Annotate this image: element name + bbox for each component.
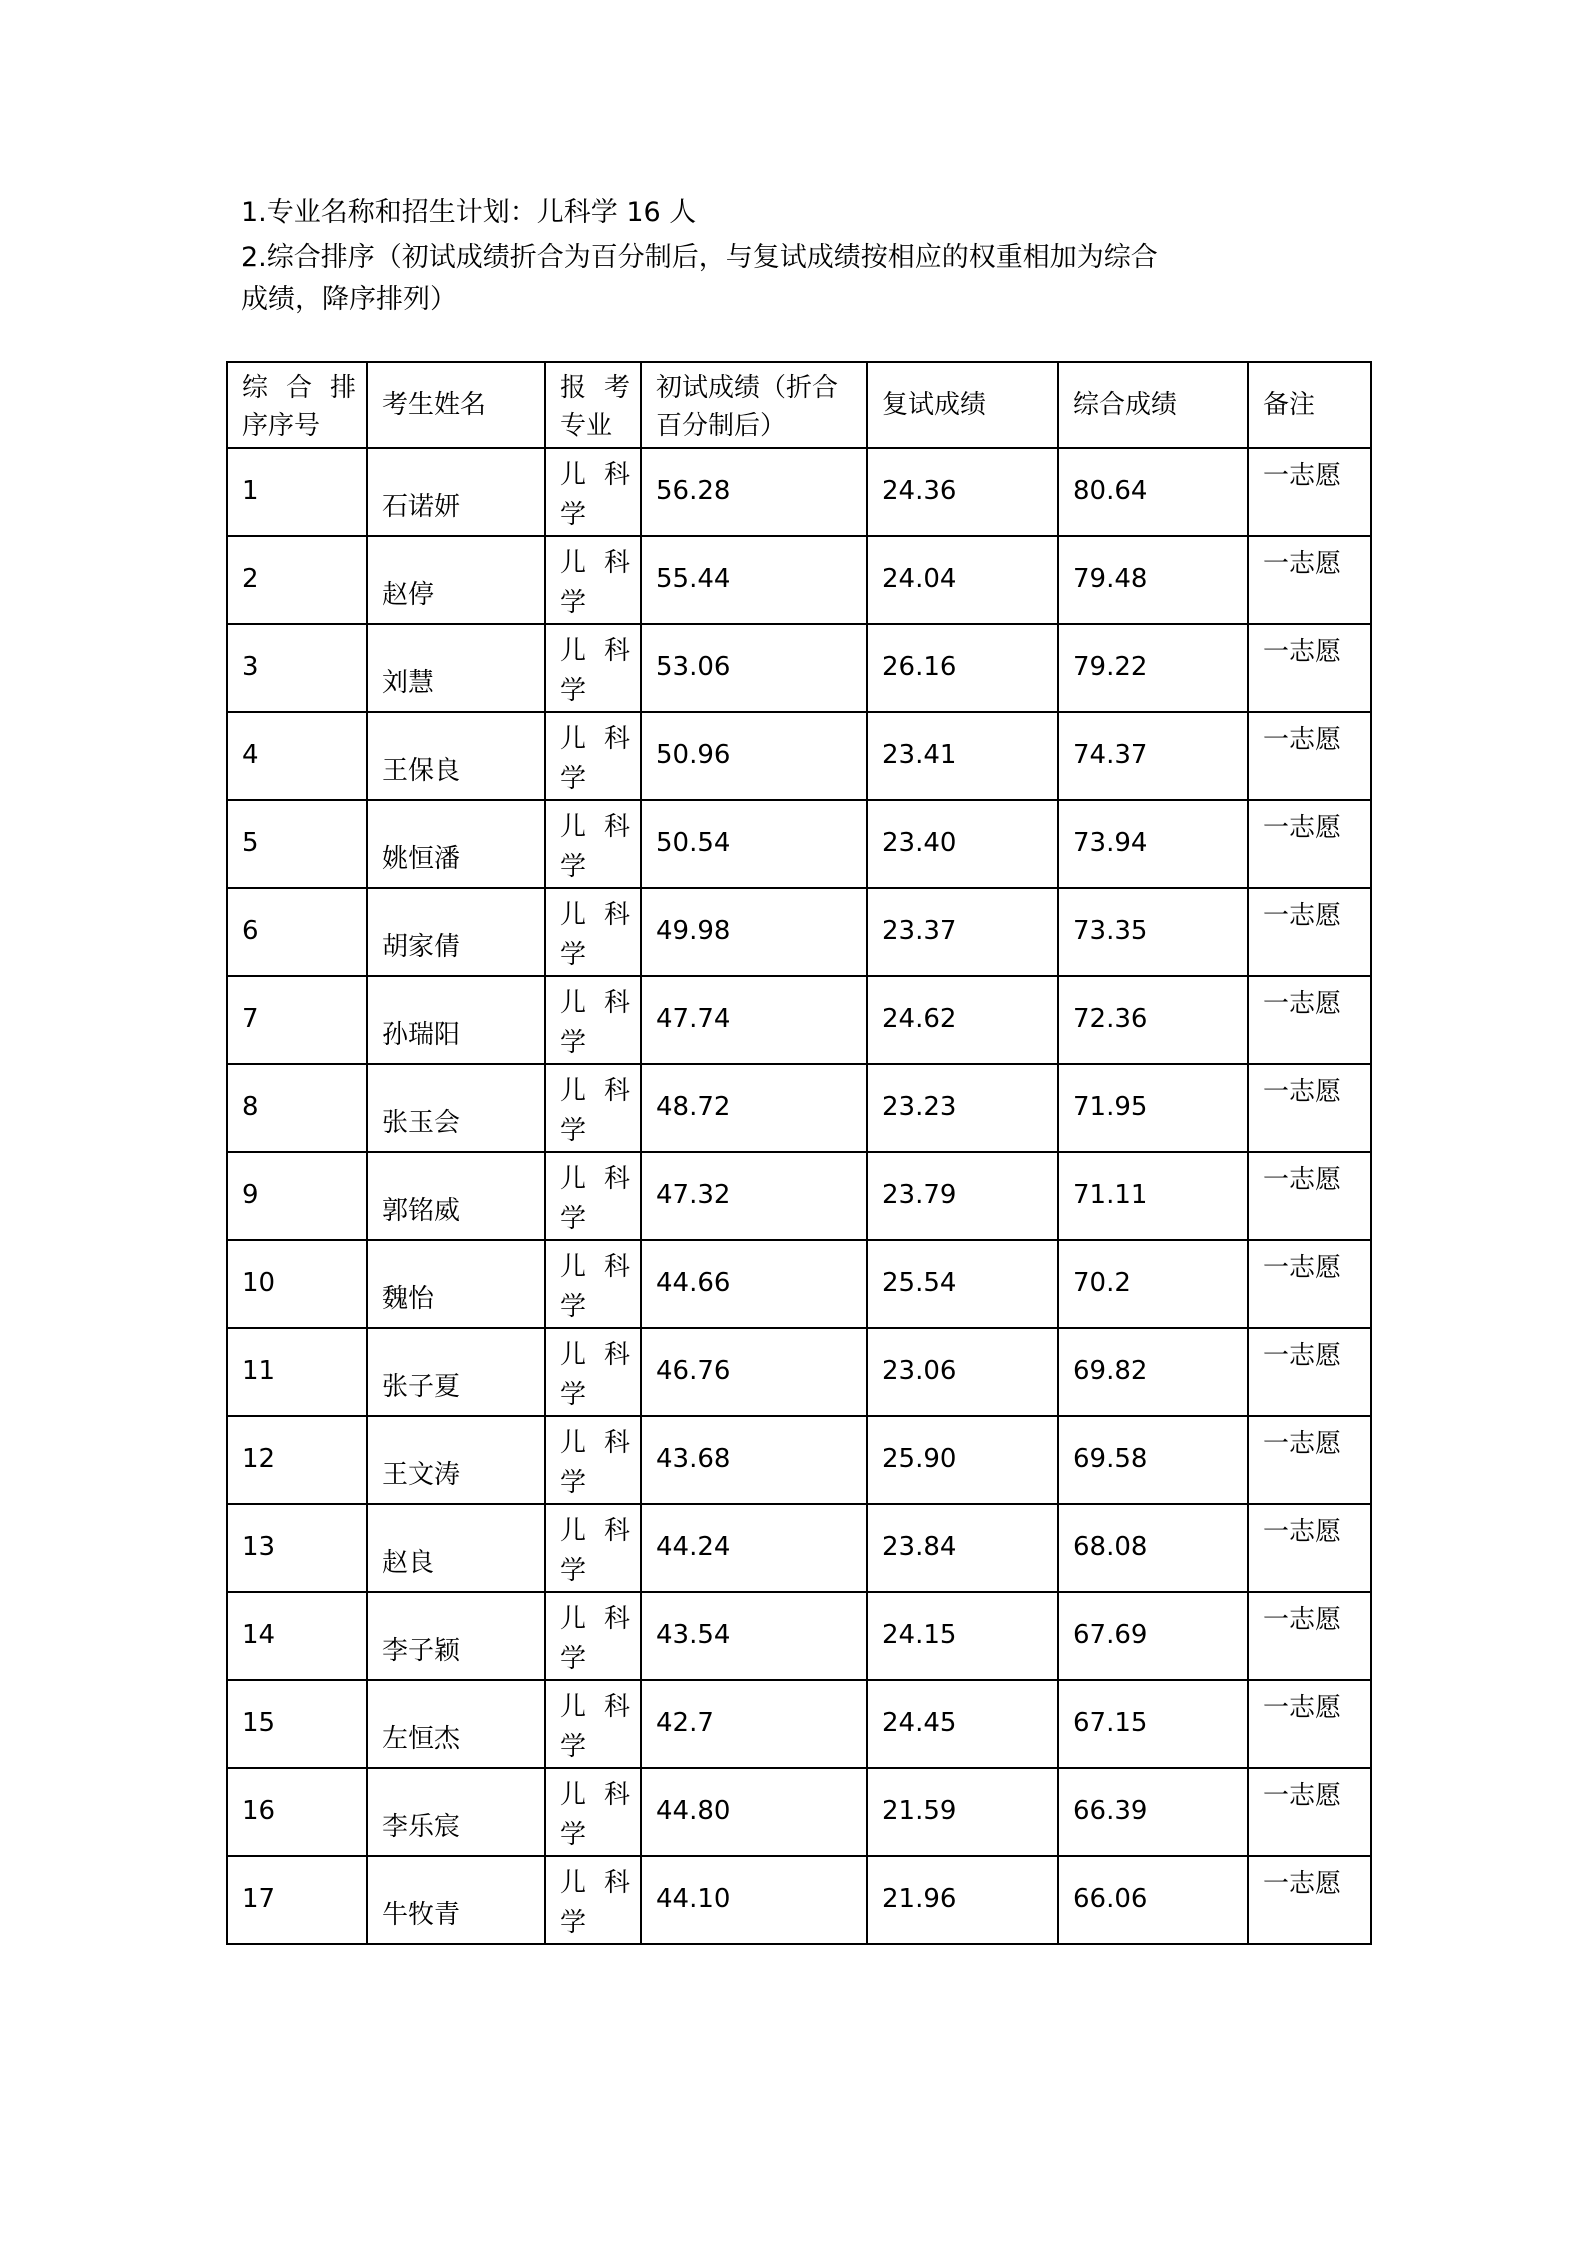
- cell-major-line2: 学: [560, 1820, 587, 1850]
- cell-major-line1: 儿 科: [560, 636, 630, 666]
- cell-major: [545, 624, 641, 712]
- table-header-row: [227, 362, 1371, 448]
- cell-rank: 17: [227, 1856, 367, 1944]
- cell-remark: 一志愿: [1248, 1328, 1371, 1416]
- cell-name: 张玉会: [367, 1064, 545, 1152]
- table-row: [227, 1856, 1371, 1944]
- cell-retest-score: 24.15: [867, 1592, 1058, 1680]
- cell-initial-score: 47.74: [641, 976, 867, 1064]
- header-major: [545, 362, 641, 448]
- cell-major-line2: 学: [560, 1556, 587, 1586]
- cell-remark: 一志愿: [1248, 1416, 1371, 1504]
- cell-retest-score: 23.37: [867, 888, 1058, 976]
- cell-initial-score: 48.72: [641, 1064, 867, 1152]
- cell-remark: 一志愿: [1248, 1856, 1371, 1944]
- enrollment-plan-text: 1.专业名称和招生计划：儿科学 16 人: [241, 197, 697, 228]
- cell-major-line1: 儿 科: [560, 1780, 630, 1810]
- header-major-line1: 报 考: [560, 373, 630, 403]
- cell-rank: 3: [227, 624, 367, 712]
- table-row: [227, 1504, 1371, 1592]
- cell-major-line1: 儿 科: [560, 1692, 630, 1722]
- table-row: [227, 976, 1371, 1064]
- cell-major: [545, 800, 641, 888]
- cell-major-line1: 儿 科: [560, 1516, 630, 1546]
- cell-remark: 一志愿: [1248, 800, 1371, 888]
- cell-major-line1: 儿 科: [560, 1340, 630, 1370]
- cell-remark: 一志愿: [1248, 1240, 1371, 1328]
- table-row: [227, 1680, 1371, 1768]
- header-major-line2: 专业: [560, 411, 613, 441]
- table-row: [227, 1768, 1371, 1856]
- table-row: [227, 624, 1371, 712]
- score-ranking-table: [226, 361, 1372, 1945]
- cell-rank: 6: [227, 888, 367, 976]
- cell-major-line1: 儿 科: [560, 1164, 630, 1194]
- cell-major: [545, 1328, 641, 1416]
- cell-retest-score: 21.96: [867, 1856, 1058, 1944]
- cell-major: [545, 1064, 641, 1152]
- cell-total-score: 67.69: [1058, 1592, 1248, 1680]
- cell-major: [545, 1680, 641, 1768]
- table-body: [227, 448, 1371, 1944]
- cell-major-line2: 学: [560, 1292, 587, 1322]
- cell-retest-score: 24.36: [867, 448, 1058, 536]
- cell-major: [545, 1592, 641, 1680]
- cell-major-line1: 儿 科: [560, 988, 630, 1018]
- cell-total-score: 74.37: [1058, 712, 1248, 800]
- cell-total-score: 67.15: [1058, 1680, 1248, 1768]
- header-remark: 备注: [1248, 362, 1371, 448]
- table-row: [227, 1152, 1371, 1240]
- cell-name: 李乐宸: [367, 1768, 545, 1856]
- cell-rank: 11: [227, 1328, 367, 1416]
- cell-total-score: 73.94: [1058, 800, 1248, 888]
- cell-name: 李子颖: [367, 1592, 545, 1680]
- cell-rank: 9: [227, 1152, 367, 1240]
- cell-initial-score: 42.7: [641, 1680, 867, 1768]
- cell-retest-score: 21.59: [867, 1768, 1058, 1856]
- cell-retest-score: 23.41: [867, 712, 1058, 800]
- cell-major-line1: 儿 科: [560, 812, 630, 842]
- cell-retest-score: 24.04: [867, 536, 1058, 624]
- cell-remark: 一志愿: [1248, 448, 1371, 536]
- cell-initial-score: 50.96: [641, 712, 867, 800]
- cell-initial-score: 47.32: [641, 1152, 867, 1240]
- cell-name: 石诺妍: [367, 448, 545, 536]
- cell-major-line2: 学: [560, 588, 587, 618]
- cell-major: [545, 1240, 641, 1328]
- cell-name: 郭铭威: [367, 1152, 545, 1240]
- cell-major: [545, 976, 641, 1064]
- cell-major-line2: 学: [560, 764, 587, 794]
- header-retest-score: 复试成绩: [867, 362, 1058, 448]
- cell-major-line1: 儿 科: [560, 1428, 630, 1458]
- header-rank-line2: 序序号: [242, 411, 321, 441]
- cell-total-score: 72.36: [1058, 976, 1248, 1064]
- cell-major-line1: 儿 科: [560, 1868, 630, 1898]
- cell-name: 孙瑞阳: [367, 976, 545, 1064]
- intro-section: [241, 192, 1241, 321]
- cell-name: 刘慧: [367, 624, 545, 712]
- cell-rank: 12: [227, 1416, 367, 1504]
- table-row: [227, 1240, 1371, 1328]
- cell-retest-score: 25.90: [867, 1416, 1058, 1504]
- cell-rank: 10: [227, 1240, 367, 1328]
- cell-major-line2: 学: [560, 676, 587, 706]
- cell-retest-score: 23.84: [867, 1504, 1058, 1592]
- cell-major-line2: 学: [560, 1028, 587, 1058]
- cell-total-score: 71.95: [1058, 1064, 1248, 1152]
- cell-rank: 13: [227, 1504, 367, 1592]
- cell-retest-score: 25.54: [867, 1240, 1058, 1328]
- cell-total-score: 69.58: [1058, 1416, 1248, 1504]
- cell-major: [545, 1504, 641, 1592]
- cell-name: 左恒杰: [367, 1680, 545, 1768]
- cell-major-line2: 学: [560, 1644, 587, 1674]
- cell-remark: 一志愿: [1248, 1592, 1371, 1680]
- cell-total-score: 71.11: [1058, 1152, 1248, 1240]
- table-row: [227, 1064, 1371, 1152]
- cell-remark: 一志愿: [1248, 1152, 1371, 1240]
- cell-initial-score: 44.10: [641, 1856, 867, 1944]
- cell-name: 牛牧青: [367, 1856, 545, 1944]
- cell-major: [545, 536, 641, 624]
- cell-total-score: 73.35: [1058, 888, 1248, 976]
- cell-remark: 一志愿: [1248, 1504, 1371, 1592]
- cell-major: [545, 712, 641, 800]
- cell-major-line1: 儿 科: [560, 900, 630, 930]
- cell-major-line2: 学: [560, 500, 587, 530]
- cell-rank: 7: [227, 976, 367, 1064]
- table-row: [227, 1592, 1371, 1680]
- cell-rank: 14: [227, 1592, 367, 1680]
- cell-major-line1: 儿 科: [560, 548, 630, 578]
- cell-name: 王文涛: [367, 1416, 545, 1504]
- cell-retest-score: 23.23: [867, 1064, 1058, 1152]
- table-row: [227, 712, 1371, 800]
- cell-remark: 一志愿: [1248, 1064, 1371, 1152]
- cell-major-line2: 学: [560, 1204, 587, 1234]
- cell-total-score: 66.06: [1058, 1856, 1248, 1944]
- ranking-description-line2: 成绩，降序排列）: [241, 284, 457, 315]
- cell-initial-score: 56.28: [641, 448, 867, 536]
- cell-remark: 一志愿: [1248, 976, 1371, 1064]
- cell-remark: 一志愿: [1248, 712, 1371, 800]
- cell-total-score: 66.39: [1058, 1768, 1248, 1856]
- cell-initial-score: 44.24: [641, 1504, 867, 1592]
- cell-retest-score: 23.40: [867, 800, 1058, 888]
- cell-initial-score: 43.68: [641, 1416, 867, 1504]
- header-initial-line1: 初试成绩（折合: [656, 373, 839, 403]
- table-row: [227, 536, 1371, 624]
- cell-total-score: 68.08: [1058, 1504, 1248, 1592]
- cell-initial-score: 49.98: [641, 888, 867, 976]
- ranking-description-line1: 2.综合排序（初试成绩折合为百分制后，与复试成绩按相应的权重相加为综合: [241, 242, 1158, 273]
- table-row: [227, 1328, 1371, 1416]
- header-total-score: 综合成绩: [1058, 362, 1248, 448]
- cell-major: [545, 1856, 641, 1944]
- header-name: 考生姓名: [367, 362, 545, 448]
- cell-name: 魏怡: [367, 1240, 545, 1328]
- cell-major: [545, 1768, 641, 1856]
- cell-remark: 一志愿: [1248, 536, 1371, 624]
- cell-initial-score: 53.06: [641, 624, 867, 712]
- cell-remark: 一志愿: [1248, 1680, 1371, 1768]
- cell-initial-score: 44.66: [641, 1240, 867, 1328]
- cell-rank: 2: [227, 536, 367, 624]
- cell-name: 王保良: [367, 712, 545, 800]
- cell-initial-score: 43.54: [641, 1592, 867, 1680]
- cell-major-line2: 学: [560, 1468, 587, 1498]
- table-row: [227, 800, 1371, 888]
- header-initial-line2: 百分制后）: [656, 411, 787, 441]
- table-row: [227, 448, 1371, 536]
- cell-retest-score: 24.62: [867, 976, 1058, 1064]
- cell-name: 胡家倩: [367, 888, 545, 976]
- cell-rank: 16: [227, 1768, 367, 1856]
- cell-initial-score: 55.44: [641, 536, 867, 624]
- cell-retest-score: 23.79: [867, 1152, 1058, 1240]
- cell-total-score: 79.48: [1058, 536, 1248, 624]
- cell-retest-score: 24.45: [867, 1680, 1058, 1768]
- cell-remark: 一志愿: [1248, 624, 1371, 712]
- cell-total-score: 80.64: [1058, 448, 1248, 536]
- cell-major-line2: 学: [560, 852, 587, 882]
- cell-major-line1: 儿 科: [560, 1604, 630, 1634]
- cell-major-line2: 学: [560, 1732, 587, 1762]
- cell-rank: 15: [227, 1680, 367, 1768]
- cell-major: [545, 1152, 641, 1240]
- cell-major-line2: 学: [560, 1116, 587, 1146]
- header-initial-score: [641, 362, 867, 448]
- cell-initial-score: 46.76: [641, 1328, 867, 1416]
- cell-major: [545, 1416, 641, 1504]
- cell-total-score: 69.82: [1058, 1328, 1248, 1416]
- cell-retest-score: 26.16: [867, 624, 1058, 712]
- cell-name: 姚恒潘: [367, 800, 545, 888]
- cell-major: [545, 888, 641, 976]
- cell-major: [545, 448, 641, 536]
- cell-major-line2: 学: [560, 1380, 587, 1410]
- cell-major-line1: 儿 科: [560, 460, 630, 490]
- table-row: [227, 1416, 1371, 1504]
- cell-total-score: 79.22: [1058, 624, 1248, 712]
- cell-rank: 1: [227, 448, 367, 536]
- cell-retest-score: 23.06: [867, 1328, 1058, 1416]
- header-rank: [227, 362, 367, 448]
- cell-rank: 8: [227, 1064, 367, 1152]
- cell-name: 赵停: [367, 536, 545, 624]
- cell-name: 赵良: [367, 1504, 545, 1592]
- cell-initial-score: 50.54: [641, 800, 867, 888]
- cell-major-line2: 学: [560, 940, 587, 970]
- cell-major-line2: 学: [560, 1908, 587, 1938]
- cell-major-line1: 儿 科: [560, 724, 630, 754]
- cell-remark: 一志愿: [1248, 888, 1371, 976]
- table-row: [227, 888, 1371, 976]
- cell-initial-score: 44.80: [641, 1768, 867, 1856]
- cell-major-line1: 儿 科: [560, 1076, 630, 1106]
- cell-rank: 5: [227, 800, 367, 888]
- cell-major-line1: 儿 科: [560, 1252, 630, 1282]
- cell-total-score: 70.2: [1058, 1240, 1248, 1328]
- cell-rank: 4: [227, 712, 367, 800]
- cell-remark: 一志愿: [1248, 1768, 1371, 1856]
- cell-name: 张子夏: [367, 1328, 545, 1416]
- header-rank-line1: 综 合 排: [242, 373, 356, 403]
